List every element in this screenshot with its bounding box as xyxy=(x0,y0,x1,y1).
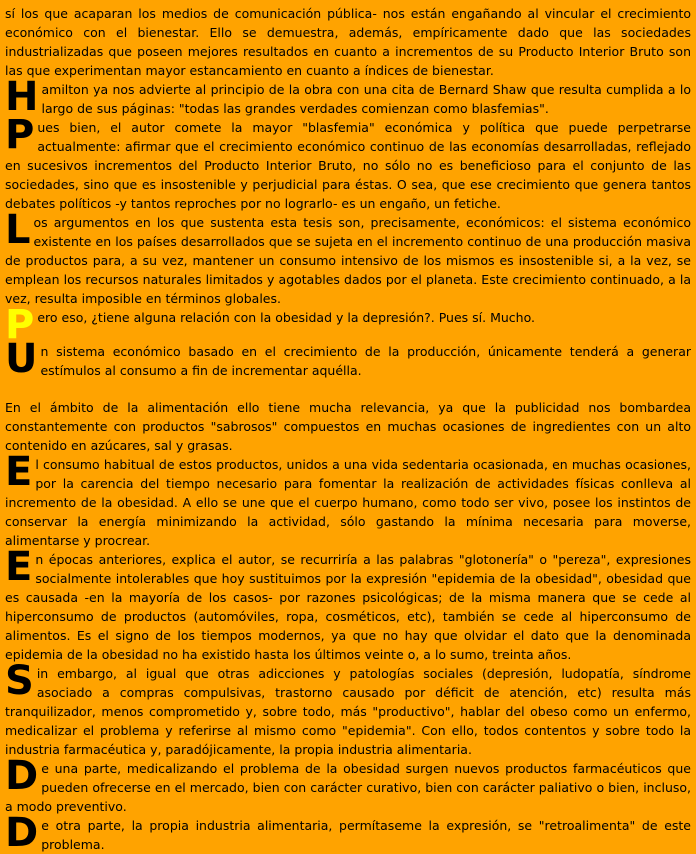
paragraph-text: En el ámbito de la alimentación ello tiene mucha relevancia, ya que la publicidad nos bombardea constantemente con productos "sabrosos" compuestos en muchas ocasiones de ingredientes con un alto contenido en azúcares, sal y grasas. xyxy=(5,400,691,453)
paragraph-text: sí los que acaparan los medios de comunicación pública- nos están engañando al vincular el crecimiento económico con el bienestar. Ello se demuestra, además, empíricamente dado que las sociedades industrializadas que poseen mejores resultados en cuanto a incrementos de su Producto Interior Bruto son las que experimentan mayor estancamiento en cuanto a índices de bienestar. xyxy=(5,6,691,78)
paragraph xyxy=(5,308,691,342)
paragraph-text: ero eso, ¿tiene alguna relación con la obesidad y la depresión?. Pues sí. Mucho. xyxy=(37,310,535,325)
drop-cap-letter: D xyxy=(5,816,38,854)
drop-cap-letter: P xyxy=(5,118,34,158)
paragraph xyxy=(5,342,691,380)
paragraph-text: in embargo, al igual que otras adicciones y patologías sociales (depresión, ludopatía, síndrome asociado a compras compulsivas, trastorno causado por déficit de atención, etc) resulta más tranquilizador, menos comprometido y, sobre todo, más "productivo", hablar del obeso como un enfermo, medicalizar el problema y referirse al mismo como "epidemia". Con ello, todos contentos y sobre todo la industria farmacéutica y, paradójicamente, la propia industria alimentaria. xyxy=(5,666,691,757)
article-body xyxy=(5,4,691,854)
drop-cap-letter: S xyxy=(5,664,33,704)
drop-cap-letter: H xyxy=(5,80,38,118)
drop-cap-letter: P xyxy=(5,308,34,342)
paragraph-text: ues bien, el autor comete la mayor "blasfemia" económica y política que puede perpetrarse actualmente: afirmar que el crecimiento económico continuo de las economías desarrolladas, reflejado en sucesivos incrementos del Producto Interior Bruto, no sólo no es beneficioso para el conjunto de las sociedades, sino que es insostenible y perjudicial para éstas. O sea, que ese crecimiento que genera tantos debates políticos -y tantos reproches por no lograrlo- es un engaño, un fetiche. xyxy=(5,120,691,211)
paragraph-text: n sistema económico basado en el crecimiento de la producción, únicamente tenderá a generar estímulos al consumo a fin de incrementar aquélla. xyxy=(40,344,691,378)
paragraph xyxy=(5,118,691,213)
paragraph-text: e una parte, medicalizando el problema de la obesidad surgen nuevos productos farmacéuticos que pueden ofrecerse en el mercado, bien con carácter curativo, bien con carácter paliativo o bien, incluso, a modo preventivo. xyxy=(5,761,691,814)
paragraph xyxy=(5,816,691,854)
paragraph xyxy=(5,398,691,455)
drop-cap-letter: E xyxy=(5,455,32,495)
drop-cap-letter: E xyxy=(5,550,32,590)
drop-cap-letter: D xyxy=(5,759,38,799)
paragraph-text: l consumo habitual de estos productos, unidos a una vida sedentaria ocasionada, en muchas ocasiones, por la carencia del tiempo necesario para fomentar la realización de actividades físicas conlleva al incremento de la obesidad. A ello se une que el cuerpo humano, como todo ser vivo, posee los instintos de conservar la energía minimizando la actividad, sólo gastando la mínima necesaria para moverse, alimentarse y procrear. xyxy=(5,457,691,548)
paragraph xyxy=(5,213,691,308)
paragraph xyxy=(5,664,691,759)
paragraph xyxy=(5,80,691,118)
drop-cap-letter: U xyxy=(5,342,37,380)
paragraph xyxy=(5,759,691,816)
paragraph-text: e otra parte, la propia industria alimentaria, permítaseme la expresión, se "retroalimenta" de este problema. xyxy=(41,818,691,852)
paragraph xyxy=(5,455,691,550)
paragraph xyxy=(5,550,691,664)
paragraph-text: amilton ya nos advierte al principio de la obra con una cita de Bernard Shaw que resulta cumplida a lo largo de sus páginas: "todas las grandes verdades comienzan como blasfemias". xyxy=(41,82,691,116)
paragraph-text: os argumentos en los que sustenta esta tesis son, precisamente, económicos: el sistema económico existente en los países desarrollados que se sujeta en el incremento continuo de una producción masiva de productos para, a su vez, mantener un consumo intensivo de los mismos es insostenible si, a la vez, se emplean los recursos naturales limitados y agotables dados por el planeta. Este crecimiento continuado, a la vez, resulta imposible en términos globales. xyxy=(5,215,691,306)
paragraph xyxy=(5,4,691,80)
drop-cap-letter: L xyxy=(5,213,30,253)
paragraph-text: n épocas anteriores, explica el autor, se recurriría a las palabras "glotonería" o "pereza", expresiones socialmente intolerables que hoy sustituimos por la expresión "epidemia de la obesidad", obesidad que es causada -en la mayoría de los casos- por razones psicológicas; de la misma manera que se cede al hiperconsumo de productos (automóviles, ropa, cosméticos, etc), también se cede al hiperconsumo de alimentos. Es el signo de los tiempos modernos, ya que no hay que olvidar el dato que la denominada epidemia de la obesidad no ha existido hasta los últimos veinte o, a lo sumo, treinta años. xyxy=(5,552,691,662)
